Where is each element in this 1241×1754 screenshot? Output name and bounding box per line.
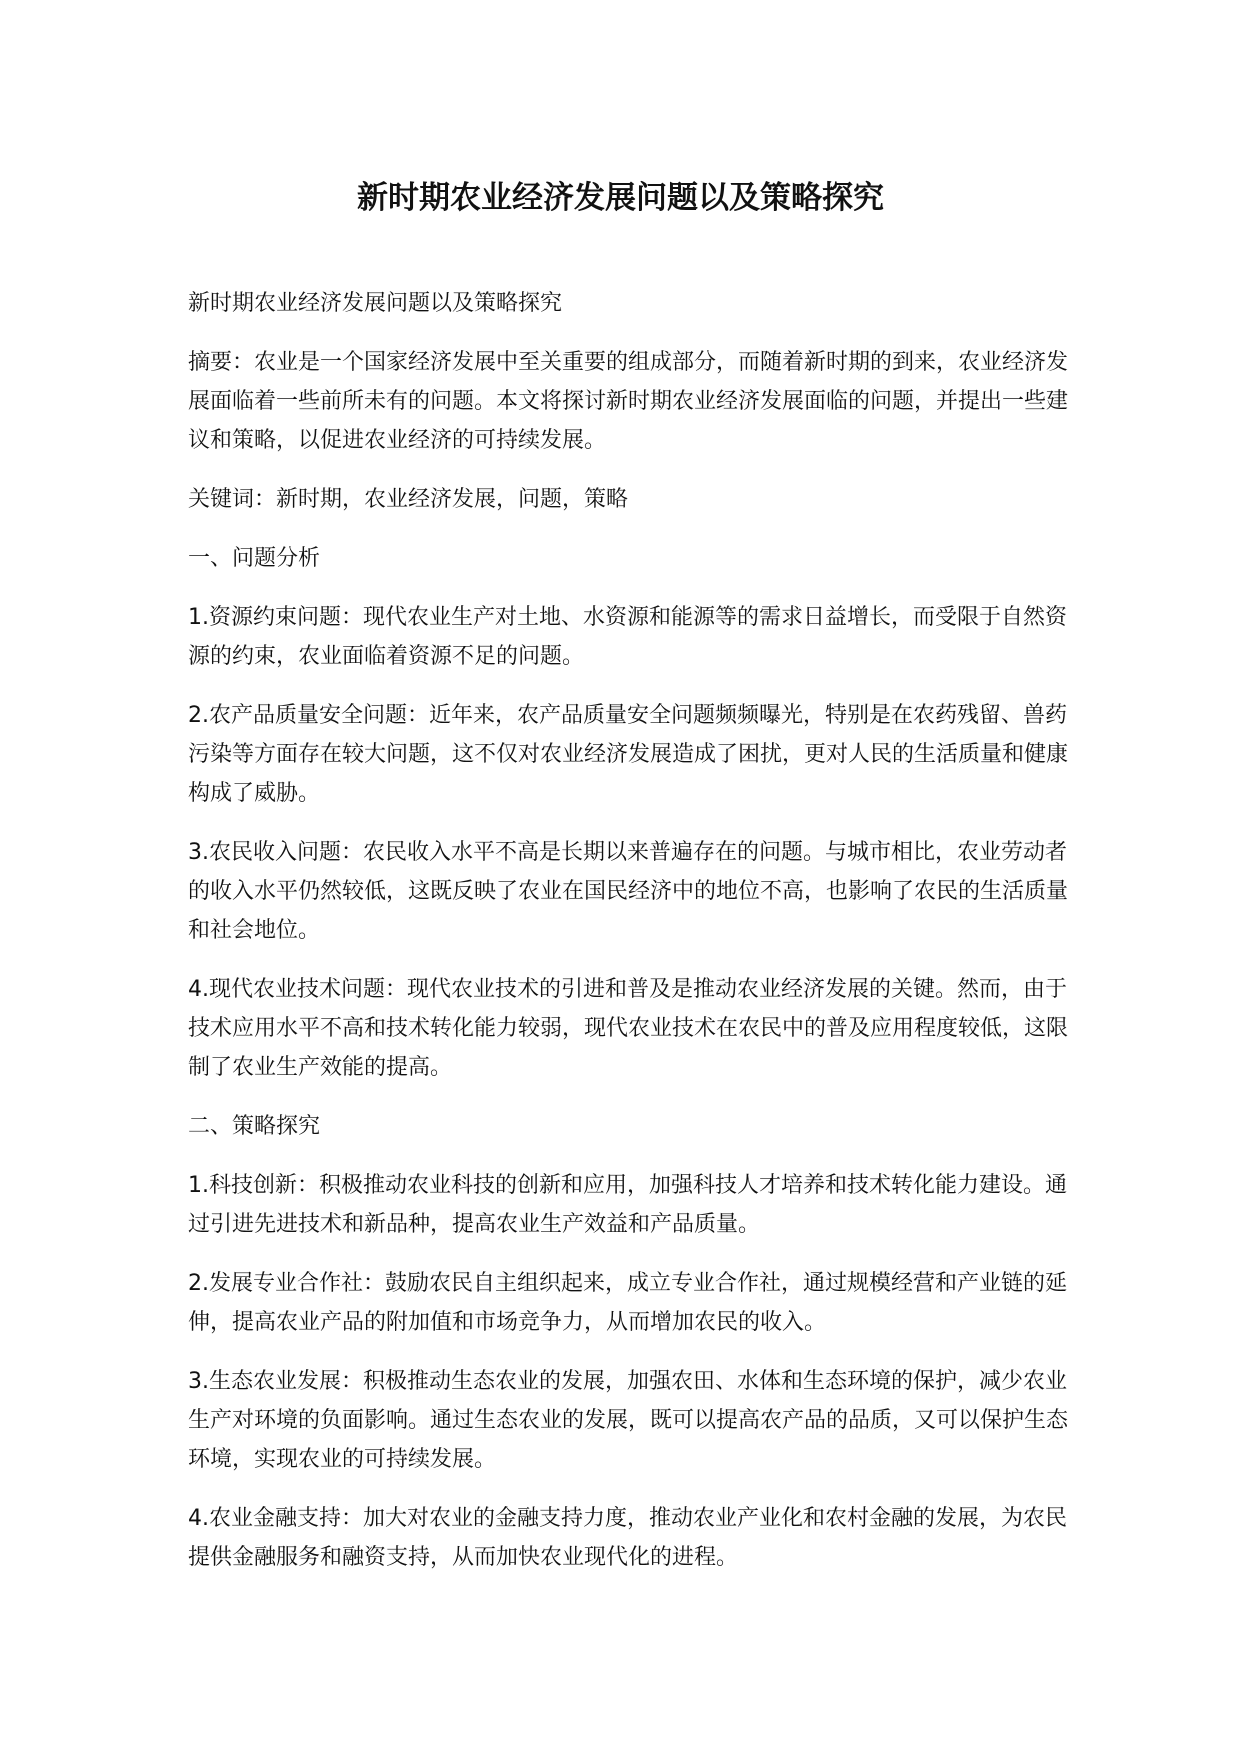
subtitle-paragraph: 新时期农业经济发展问题以及策略探究 — [188, 291, 563, 316]
strategy-item-4: 4.农业金融支持：加大对农业的金融支持力度，推动农业产业化和农村金融的发展，为农民提供金融服务和融资支持，从而加快农业现代化的进程。 — [188, 1506, 1067, 1570]
problem-item-2: 2.农产品质量安全问题：近年来，农产品质量安全问题频频曝光，特别是在农药残留、兽药污染等方面存在较大问题，这不仅对农业经济发展造成了困扰，更对人民的生活质量和健康构成了威胁。 — [188, 703, 1069, 806]
keywords-paragraph: 关键词：新时期，农业经济发展，问题，策略 — [188, 487, 629, 512]
document-title: 新时期农业经济发展问题以及策略探究 — [357, 180, 884, 216]
document-body — [188, 284, 1078, 1597]
problem-item-3: 3.农民收入问题：农民收入水平不高是长期以来普遍存在的问题。与城市相比，农业劳动者的收入水平仍然较低，这既反映了农业在国民经济中的地位不高，也影响了农民的生活质量和社会地位。 — [188, 840, 1069, 943]
section-heading-problem-analysis: 一、问题分析 — [188, 546, 321, 571]
abstract-paragraph: 摘要：农业是一个国家经济发展中至关重要的组成部分，而随着新时期的到来，农业经济发展面临着一些前所未有的问题。本文将探讨新时期农业经济发展面临的问题，并提出一些建议和策略，以促进农业经济的可持续发展。 — [188, 350, 1069, 453]
strategy-item-3: 3.生态农业发展：积极推动生态农业的发展，加强农田、水体和生态环境的保护，减少农业生产对环境的负面影响。通过生态农业的发展，既可以提高农产品的品质，又可以保护生态环境，实现农业的可持续发展。 — [188, 1369, 1069, 1472]
strategy-item-2: 2.发展专业合作社：鼓励农民自主组织起来，成立专业合作社，通过规模经营和产业链的延伸，提高农业产品的附加值和市场竞争力，从而增加农民的收入。 — [188, 1271, 1067, 1335]
problem-item-1: 1.资源约束问题：现代农业生产对土地、水资源和能源等的需求日益增长，而受限于自然资源的约束，农业面临着资源不足的问题。 — [188, 605, 1067, 669]
strategy-item-1: 1.科技创新：积极推动农业科技的创新和应用，加强科技人才培养和技术转化能力建设。通过引进先进技术和新品种，提高农业生产效益和产品质量。 — [188, 1173, 1067, 1237]
section-heading-strategy: 二、策略探究 — [188, 1114, 321, 1139]
problem-item-4: 4.现代农业技术问题：现代农业技术的引进和普及是推动农业经济发展的关键。然而，由于技术应用水平不高和技术转化能力较弱，现代农业技术在农民中的普及应用程度较低，这限制了农业生产效能的提高。 — [188, 977, 1069, 1080]
